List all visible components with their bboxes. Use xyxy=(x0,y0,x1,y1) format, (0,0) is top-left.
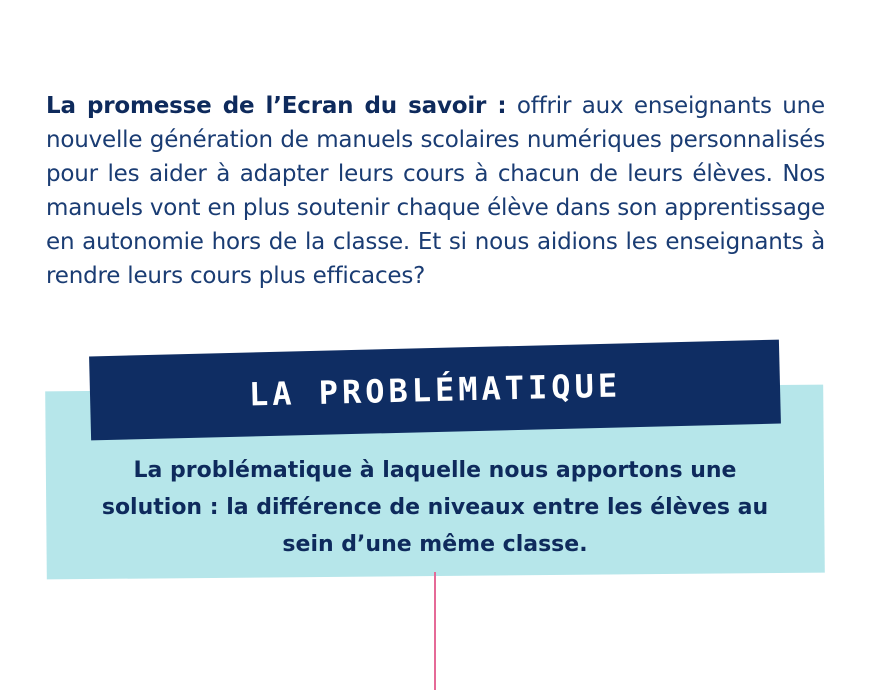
intro-body: offrir aux enseignants une nouvelle génération de manuels scolaires numériques personnalisés pour les aider à adapter leurs cours à chacun de leurs élèves. Nos manuels vont en plus soutenir chaque élève dans son apprentissage en autonomie hors de la classe. Et si nous aidions les enseignants à rendre leurs cours plus efficaces? xyxy=(46,93,825,289)
section-title: LA PROBLÉMATIQUE xyxy=(248,366,622,414)
connector-line xyxy=(434,572,436,690)
intro-paragraph xyxy=(46,89,825,293)
intro-lead: La promesse de l’Ecran du savoir : xyxy=(46,93,507,119)
problem-statement: La problématique à laquelle nous apportons une solution : la différence de niveaux entre les élèves au sein d’une même classe. xyxy=(101,458,769,557)
